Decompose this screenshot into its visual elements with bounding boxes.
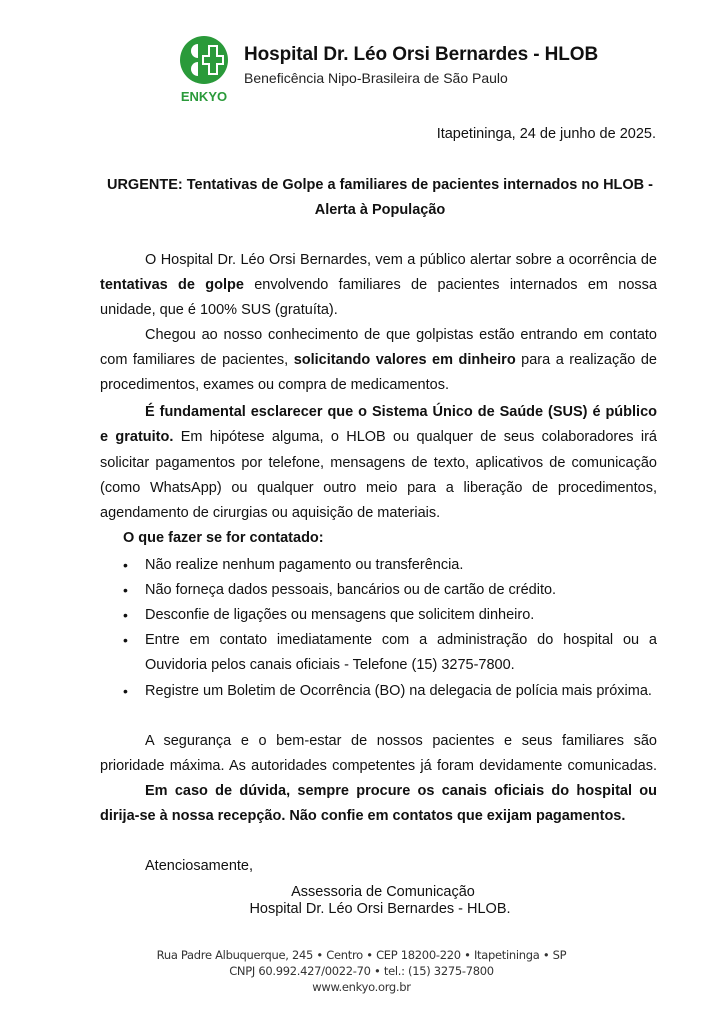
p3-line5: agendamento de cirurgias ou aquisição de materiais. xyxy=(100,505,441,521)
p2-line2-end: para a realização de xyxy=(515,352,657,368)
bullet-icon: • xyxy=(123,607,128,623)
p1-line2 xyxy=(100,275,657,295)
bullet-icon: • xyxy=(123,582,128,598)
signature-line1: Assessoria de Comunicação xyxy=(291,884,475,900)
hospital-name: Hospital Dr. Léo Orsi Bernardes - HLOB xyxy=(244,44,599,65)
p3-line3: solicitar pagamentos por telefone, mensagens de texto, aplicativos de comunicação xyxy=(100,455,657,471)
enkyo-logo xyxy=(176,35,232,103)
footer-cnpj-tel: CNPJ 60.992.427/0022-70 • tel.: (15) 3275-7800 xyxy=(229,964,494,978)
signature-line2: Hospital Dr. Léo Orsi Bernardes - HLOB. xyxy=(249,901,511,917)
p3-line2-rest: Em hipótese alguma, o HLOB ou qualquer de seus colaboradores irá xyxy=(173,429,657,445)
bullet-item-3: Desconfie de ligações ou mensagens que solicitem dinheiro. xyxy=(145,607,535,623)
bullet-icon: • xyxy=(123,557,128,573)
letter-title-line1: URGENTE: Tentativas de Golpe a familiares de pacientes internados no HLOB - xyxy=(106,177,653,193)
p3-bold: e gratuito. xyxy=(100,429,174,445)
hospital-cross-logo-icon xyxy=(176,35,232,103)
p3-line1: É fundamental esclarecer que o Sistema Único de Saúde (SUS) é público xyxy=(145,404,657,420)
bullet-item-5: Registre um Boletim de Ocorrência (BO) na delegacia de polícia mais próxima. xyxy=(145,683,652,699)
bullet-item-4: Entre em contato imediatamente com a administração do hospital ou a xyxy=(145,632,657,648)
bullet-icon: • xyxy=(123,683,128,699)
letter-title-line2: Alerta à População xyxy=(314,202,446,218)
bullet-item-4-cont: Ouvidoria pelos canais oficiais - Telefone (15) 3275-7800. xyxy=(145,657,515,673)
p1-line3: unidade, que é 100% SUS (gratuíta). xyxy=(100,302,338,318)
p2-line1: Chegou ao nosso conhecimento de que golpistas estão entrando em contato xyxy=(145,327,657,343)
p3-line2 xyxy=(100,427,657,447)
bullet-icon: • xyxy=(123,632,128,648)
logo-text: ENKYO xyxy=(180,89,228,103)
p5-line2: dirija-se à nossa recepção. Não confie em contatos que exijam pagamentos. xyxy=(100,808,626,824)
letter-date: Itapetininga, 24 de junho de 2025. xyxy=(436,126,656,142)
closing: Atenciosamente, xyxy=(145,858,254,874)
bullet-item-1: Não realize nenhum pagamento ou transferência. xyxy=(145,557,464,573)
footer-website[interactable]: www.enkyo.org.br xyxy=(312,980,411,994)
p2-line2 xyxy=(100,350,657,370)
p5-line1: Em caso de dúvida, sempre procure os canais oficiais do hospital ou xyxy=(145,783,657,799)
p4-line1: A segurança e o bem-estar de nossos pacientes e seus familiares são xyxy=(145,733,657,749)
p1-line2-rest: envolvendo familiares de pacientes internados em nossa xyxy=(243,277,657,293)
what-to-do-heading: O que fazer se for contatado: xyxy=(123,530,324,546)
p2-line3: procedimentos, exames ou compra de medicamentos. xyxy=(100,377,449,393)
p2-bold: solicitando valores em dinheiro xyxy=(293,352,516,368)
p2-line2-start: com familiares de pacientes, xyxy=(100,352,294,368)
p4-line2: prioridade máxima. As autoridades competentes já foram devidamente comunicadas. xyxy=(100,758,657,774)
p1-bold: tentativas de golpe xyxy=(100,277,244,293)
p1-line1: O Hospital Dr. Léo Orsi Bernardes, vem a público alertar sobre a ocorrência de xyxy=(145,252,657,268)
hospital-subtitle: Beneficência Nipo-Brasileira de São Paulo xyxy=(244,70,508,86)
p3-line4: (como WhatsApp) ou qualquer outro meio para a liberação de procedimentos, xyxy=(100,480,657,496)
footer-address: Rua Padre Albuquerque, 245 • Centro • CEP 18200-220 • Itapetininga • SP xyxy=(156,948,567,962)
bullet-item-2: Não forneça dados pessoais, bancários ou de cartão de crédito. xyxy=(145,582,557,598)
